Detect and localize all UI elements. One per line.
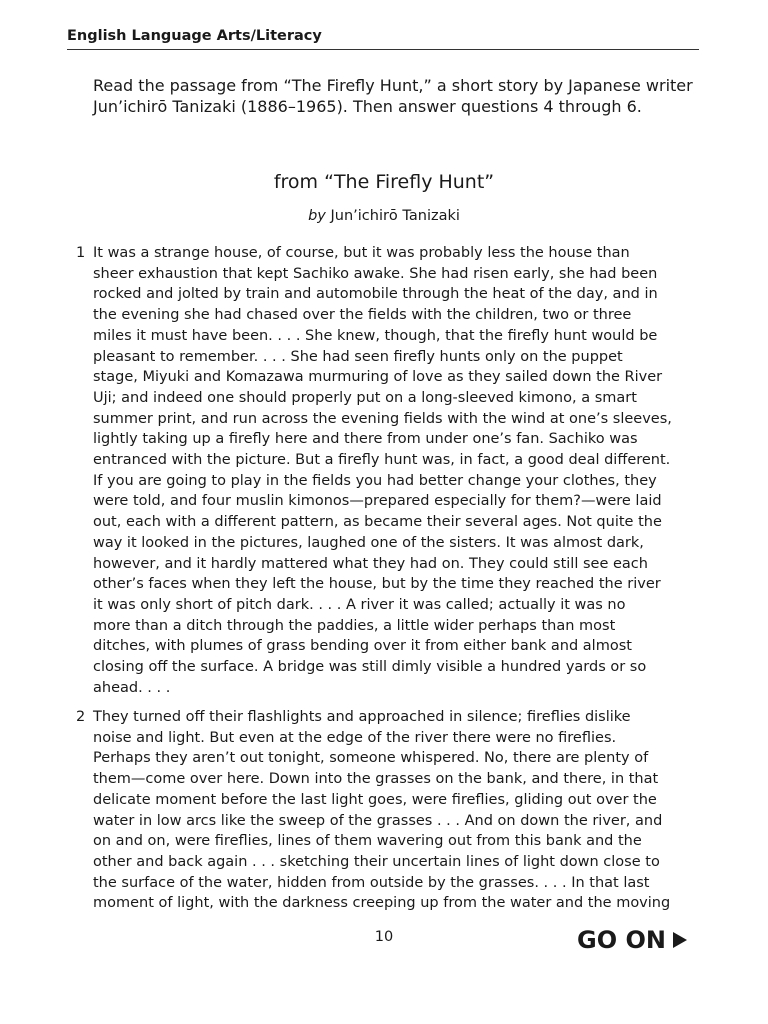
byline — [0, 207, 768, 225]
paragraph-line: way it looked in the pictures, laughed one of the sisters. It was almost dark, — [93, 534, 644, 551]
paragraph-line: the evening she had chased over the fields with the children, two or three — [93, 307, 632, 324]
paragraph-line: delicate moment before the last light goes, were fireflies, gliding out over the — [93, 791, 657, 808]
paragraph-line: pleasant to remember. . . . She had seen firefly hunts only on the puppet — [93, 348, 623, 365]
paragraph-2 — [76, 707, 703, 914]
paragraph-line: lightly taking up a firefly here and there from under one’s fan. Sachiko was — [93, 431, 638, 448]
page-number: 10 — [374, 929, 394, 945]
paragraph-line: however, and it hardly mattered what they had on. They could still see each — [93, 555, 648, 572]
paragraph-line: summer print, and run across the evening fields with the wind at one’s sleeves, — [93, 410, 672, 427]
paragraph-1 — [76, 243, 703, 698]
paragraph-line: They turned off their flashlights and approached in silence; fireflies dislike — [93, 709, 631, 725]
paragraph-line: miles it must have been. . . . She knew, though, that the firefly hunt would be — [93, 327, 658, 344]
paragraph-number: 1 — [76, 245, 86, 261]
paragraph-line: ahead. . . . — [93, 679, 171, 696]
byline-by: by — [308, 208, 326, 224]
paragraph-line: entranced with the picture. But a firefly hunt was, in fact, a good deal different. — [93, 452, 671, 469]
paragraph-line: ditches, with plumes of grass bending over it from either bank and almost — [93, 638, 632, 655]
paragraph-line: Uji; and indeed one should properly put on a long-sleeved kimono, a smart — [93, 389, 637, 406]
go-on-label: GO ON — [577, 926, 666, 954]
paragraph-line: closing off the surface. A bridge was still dimly visible a hundred yards or so — [93, 659, 647, 676]
story-title: from “The Firefly Hunt” — [273, 171, 495, 193]
paragraph-lines — [93, 243, 703, 698]
paragraph-line: rocked and jolted by train and automobile through the heat of the day, and in — [93, 286, 658, 303]
header-title: English Language Arts/Literacy — [67, 28, 322, 44]
paragraph-line: sheer exhaustion that kept Sachiko awake. She had risen early, she had been — [93, 265, 658, 282]
paragraph-line: noise and light. But even at the edge of the river there were no fireflies. — [93, 729, 617, 746]
page-header — [67, 27, 699, 50]
paragraph-line: more than a ditch through the paddies, a little wider perhaps than most — [93, 617, 616, 634]
paragraph-line: it was only short of pitch dark. . . . A river it was called; actually it was no — [93, 596, 626, 613]
play-arrow-icon — [672, 931, 688, 949]
paragraph-line: Perhaps they aren’t out tonight, someone whispered. No, there are plenty of — [93, 750, 649, 767]
paragraph-line: It was a strange house, of course, but it was probably less the house than — [93, 245, 630, 261]
paragraph-line: moment of light, with the darkness creeping up from the water and the moving — [93, 895, 671, 912]
go-on-indicator — [577, 926, 688, 954]
paragraph-line: on and on, were fireflies, lines of them wavering out from this bank and the — [93, 833, 642, 850]
paragraph-lines — [93, 707, 703, 914]
paragraph-line: If you are going to play in the fields you had better change your clothes, they — [93, 472, 657, 489]
paragraph-line: the surface of the water, hidden from outside by the grasses. . . . In that last — [93, 874, 650, 891]
byline-author: Jun’ichirō Tanizaki — [330, 208, 460, 224]
paragraph-line: out, each with a different pattern, as became their several ages. Not quite the — [93, 514, 662, 531]
header-divider — [67, 49, 699, 50]
paragraph-line: water in low arcs like the sweep of the grasses . . . And on down the river, and — [93, 812, 663, 829]
paragraph-line: other’s faces when they left the house, but by the time they reached the river — [93, 576, 661, 593]
paragraph-line: other and back again . . . sketching their uncertain lines of light down close to — [93, 853, 660, 870]
paragraph-line: them—come over here. Down into the grasses on the bank, and there, in that — [93, 771, 659, 788]
intro-text: Read the passage from “The Firefly Hunt,” a short story by Japanese writer Jun’ichirō Tanizaki (1886–1965). Then answer questions 4 through 6. — [93, 76, 693, 116]
paragraph-number: 2 — [76, 709, 86, 725]
paragraph-line: stage, Miyuki and Komazawa murmuring of love as they sailed down the River — [93, 369, 663, 386]
paragraph-line: were told, and four muslin kimonos—prepared especially for them?—were laid — [93, 493, 662, 510]
